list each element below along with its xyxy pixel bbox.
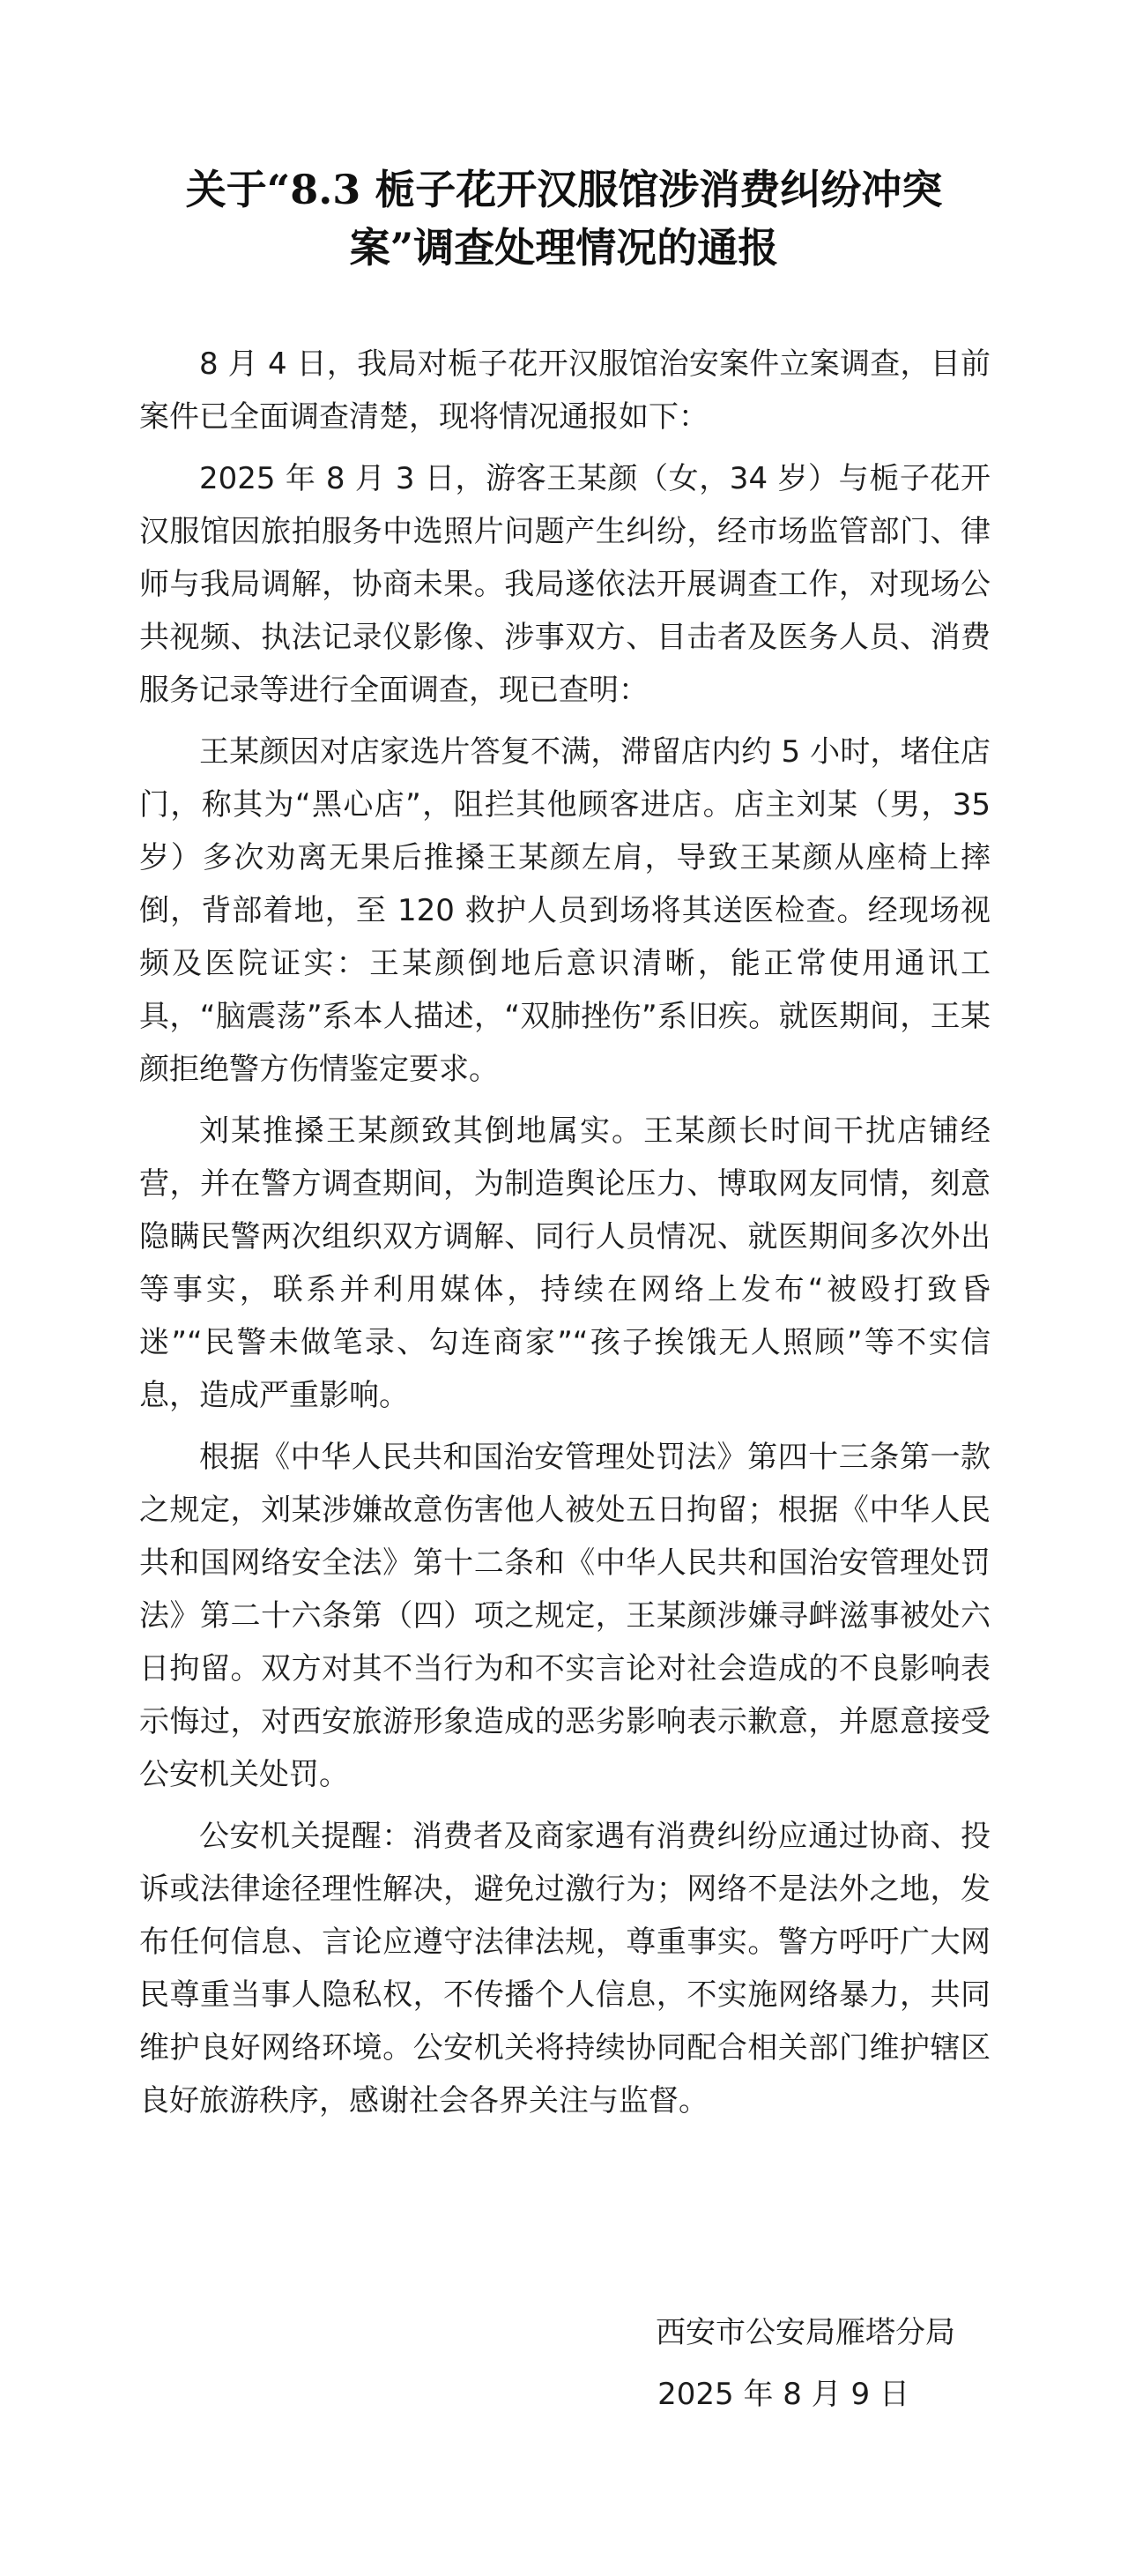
notice-body <box>139 338 991 2136</box>
paragraph-intro: 8 月 4 日，我局对栀子花开汉服馆治安案件立案调查，目前案件已全面调查清楚，现将情况通报如下： <box>139 346 991 435</box>
notice-title: 关于“8.3 栀子花开汉服馆涉消费纠纷冲突案”调查处理情况的通报 <box>185 166 943 272</box>
paragraph-background: 2025 年 8 月 3 日，游客王某颜（女，34 岁）与栀子花开汉服馆因旅拍服务中选照片问题产生纠纷，经市场监管部门、律师与我局调解，协商未果。我局遂依法开展调查工作，对现场公共视频、执法记录仪影像、涉事双方、目击者及医务人员、消费服务记录等进行全面调查，现已查明： <box>139 461 991 708</box>
paragraph-penalties: 根据《中华人民共和国治安管理处罚法》第四十三条第一款之规定，刘某涉嫌故意伤害他人被处五日拘留；根据《中华人民共和国网络安全法》第十二条和《中华人民共和国治安管理处罚法》第二十六条第（四）项之规定，王某颜涉嫌寻衅滋事被处六日拘留。双方对其不当行为和不实言论对社会造成的不良影响表示悔过，对西安旅游形象造成的恶劣影响表示歉意，并愿意接受公安机关处罚。 <box>139 1440 991 1792</box>
paragraph-findings: 王某颜因对店家选片答复不满，滞留店内约 5 小时，堵住店门，称其为“黑心店”，阻拦其他顾客进店。店主刘某（男，35 岁）多次劝离无果后推搡王某颜左肩，导致王某颜从座椅上摔倒，背部着地，至 120 救护人员到场将其送医检查。经现场视频及医院证实：王某颜倒地后意识清晰，能正常使用通讯工具，“脑震荡”系本人描述，“双肺挫伤”系旧疾。就医期间，王某颜拒绝警方伤情鉴定要求。 <box>139 734 991 1087</box>
paragraph-false-info: 刘某推搡王某颜致其倒地属实。王某颜长时间干扰店铺经营，并在警方调查期间，为制造舆论压力、博取网友同情，刻意隐瞒民警两次组织双方调解、同行人员情况、就医期间多次外出等事实，联系并利用媒体，持续在网络上发布“被殴打致昏迷”“民警未做笔录、勾连商家”“孩子挨饿无人照顾”等不实信息，造成严重影响。 <box>139 1113 991 1413</box>
issue-date: 2025 年 8 月 9 日 <box>657 2377 909 2412</box>
signature-block <box>515 2302 955 2425</box>
issuer-name: 西安市公安局雁塔分局 <box>656 2315 955 2350</box>
paragraph-reminder: 公安机关提醒：消费者及商家遇有消费纠纷应通过协商、投诉或法律途径理性解决，避免过激行为；网络不是法外之地，发布任何信息、言论应遵守法律法规，尊重事实。警方呼吁广大网民尊重当事人隐私权，不传播个人信息，不实施网络暴力，共同维护良好网络环境。公安机关将持续协同配合相关部门维护辖区良好旅游秩序，感谢社会各界关注与监督。 <box>139 1819 991 2118</box>
